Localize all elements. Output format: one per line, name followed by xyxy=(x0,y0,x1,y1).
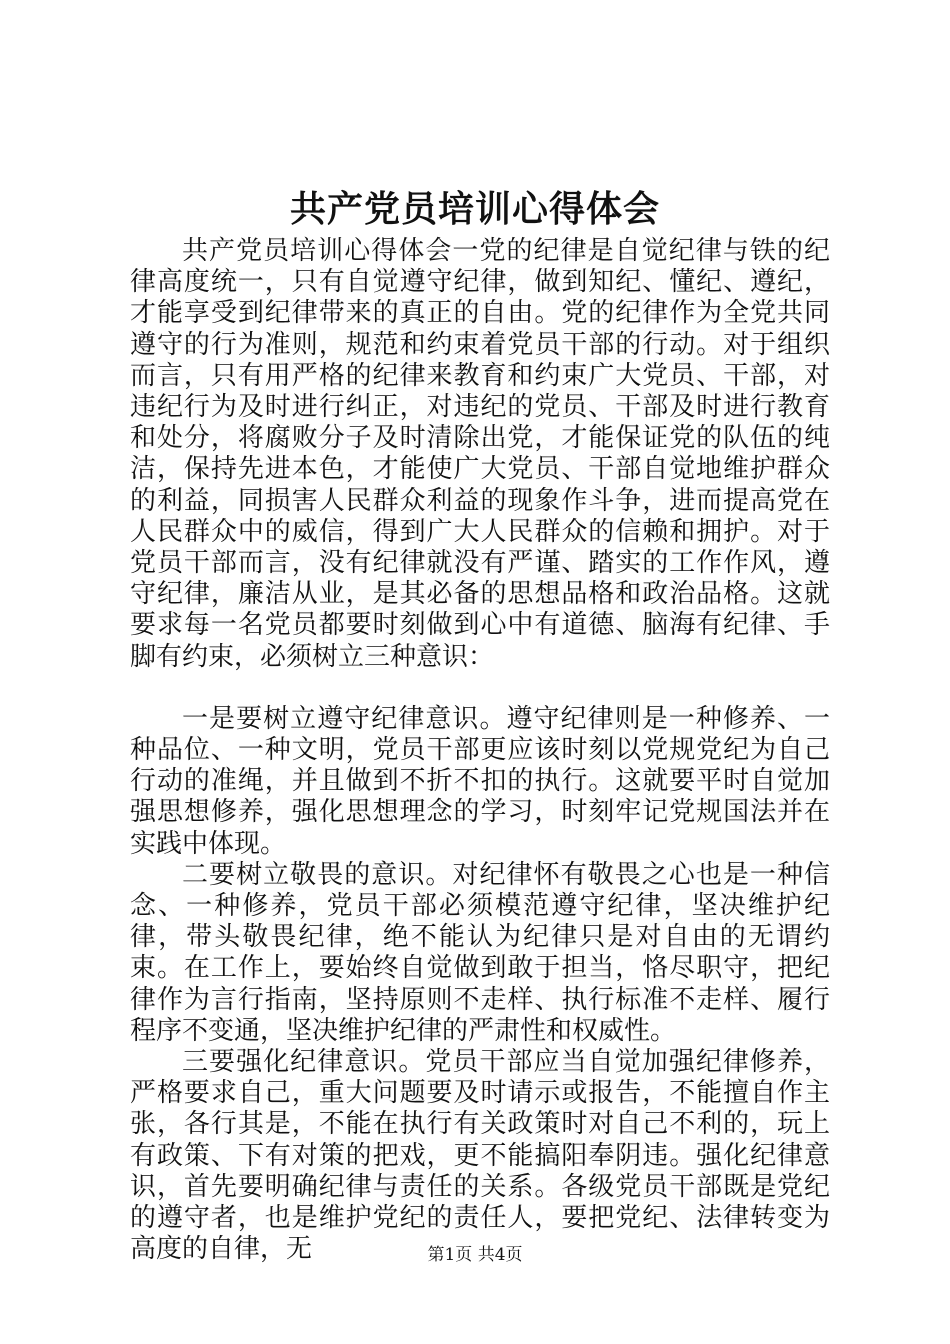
paragraph-spacer xyxy=(130,673,830,704)
paragraph-point-one: 一是要树立遵守纪律意识。遵守纪律则是一种修养、一种品位、一种文明，党员干部更应该时刻以党规党纪为自己行动的准绳，并且做到不折不扣的执行。这就要平时自觉加强思想修养，强化思想理念的学习，时刻牢记党规国法并在实践中体现。 xyxy=(130,703,830,859)
paragraph-intro: 共产党员培训心得体会一党的纪律是自觉纪律与铁的纪律高度统一，只有自觉遵守纪律，做到知纪、懂纪、遵纪，才能享受到纪律带来的真正的自由。党的纪律作为全党共同遵守的行为准则，规范和约束着党员干部的行动。对于组织而言，只有用严格的纪律来教育和约束广大党员、干部，对违纪行为及时进行纠正，对违纪的党员、干部及时进行教育和处分，将腐败分子及时清除出党，才能保证党的队伍的纯洁，保持先进本色，才能使广大党员、干部自觉地维护群众的利益，同损害人民群众利益的现象作斗争，进而提高党在人民群众中的威信，得到广大人民群众的信赖和拥护。对于党员干部而言，没有纪律就没有严谨、踏实的工作作风，遵守纪律，廉洁从业，是其必备的思想品格和政治品格。这就要求每一名党员都要时刻做到心中有道德、脑海有纪律、手脚有约束，必须树立三种意识： xyxy=(130,236,830,672)
page-footer: 第1页 共4页 xyxy=(427,1245,523,1265)
document-title: 共产党员培训心得体会 xyxy=(289,188,660,230)
paragraph-point-two: 二要树立敬畏的意识。对纪律怀有敬畏之心也是一种信念、一种修养，党员干部必须模范遵守纪律，坚决维护纪律，带头敬畏纪律，绝不能认为纪律只是对自由的无谓约束。在工作上，要始终自觉做到敢于担当，恪尽职守，把纪律作为言行指南，坚持原则不走样、执行标准不走样、履行程序不变通，坚决维护纪律的严肃性和权威性。 xyxy=(130,859,830,1046)
paragraph-point-three: 三要强化纪律意识。党员干部应当自觉加强纪律修养，严格要求自己，重大问题要及时请示或报告，不能擅自作主张，各行其是，不能在执行有关政策时对自己不利的，玩上有政策、下有对策的把戏，更不能搞阳奉阴违。强化纪律意识，首先要明确纪律与责任的关系。各级党员干部既是党纪的遵守者，也是维护党纪的责任人，要把党纪、法律转变为高度的自律，无 xyxy=(130,1047,830,1265)
document-body xyxy=(130,236,830,1266)
